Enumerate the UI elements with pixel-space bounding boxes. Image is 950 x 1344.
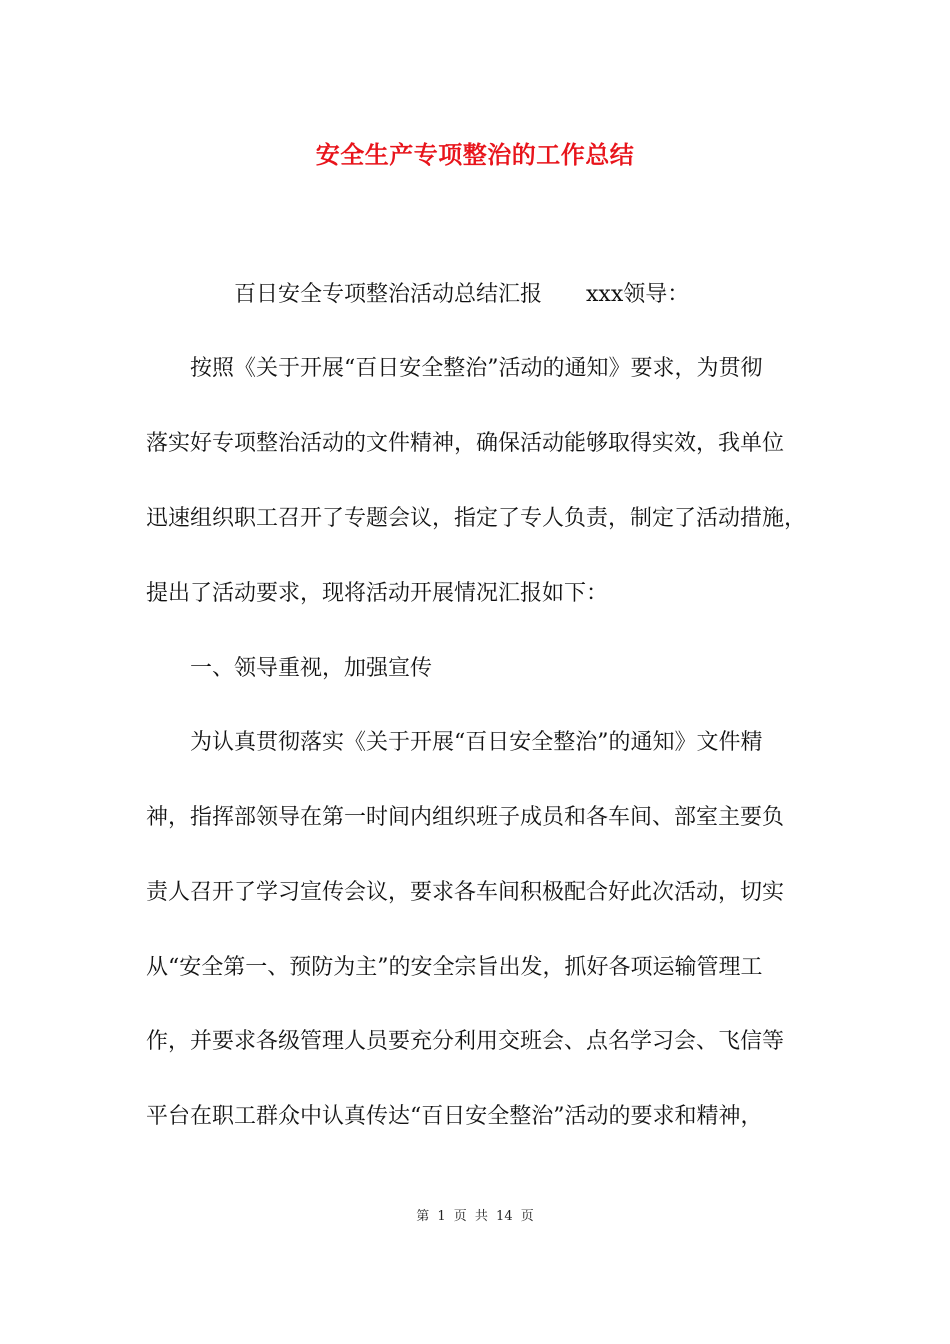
section-heading: 一、领导重视，加强宣传	[190, 656, 433, 681]
report-heading: 百日安全专项整治活动总结汇报	[234, 282, 543, 307]
paragraph-line: 提出了活动要求，现将活动开展情况汇报如下：	[146, 581, 609, 606]
salutation: xxx领导：	[586, 282, 690, 307]
paragraph-line: 平台在职工群众中认真传达“百日安全整治”活动的要求和精神，	[146, 1104, 763, 1129]
paragraph-line: 按照《关于开展“百日安全整治”活动的通知》要求，为贯彻	[190, 356, 763, 381]
paragraph-line: 从“安全第一、预防为主”的安全宗旨出发，抓好各项运输管理工	[146, 955, 763, 980]
paragraph-line: 为认真贯彻落实《关于开展“百日安全整治”的通知》文件精	[190, 730, 763, 755]
paragraph-line: 神，指挥部领导在第一时间内组织班子成员和各车间、部室主要负	[146, 805, 785, 830]
report-heading-line	[234, 280, 689, 310]
paragraph-line: 落实好专项整治活动的文件精神，确保活动能够取得实效，我单位	[146, 431, 785, 456]
paragraph-line: 作，并要求各级管理人员要充分利用交班会、点名学习会、飞信等	[146, 1029, 785, 1054]
page-number-footer: 第 1 页 共 14 页	[416, 1209, 534, 1224]
paragraph-line: 责人召开了学习宣传会议，要求各车间积极配合好此次活动，切实	[146, 880, 785, 905]
paragraph-line: 迅速组织职工召开了专题会议，指定了专人负责，制定了活动措施，	[146, 506, 807, 531]
document-title: 安全生产专项整治的工作总结	[315, 141, 635, 169]
